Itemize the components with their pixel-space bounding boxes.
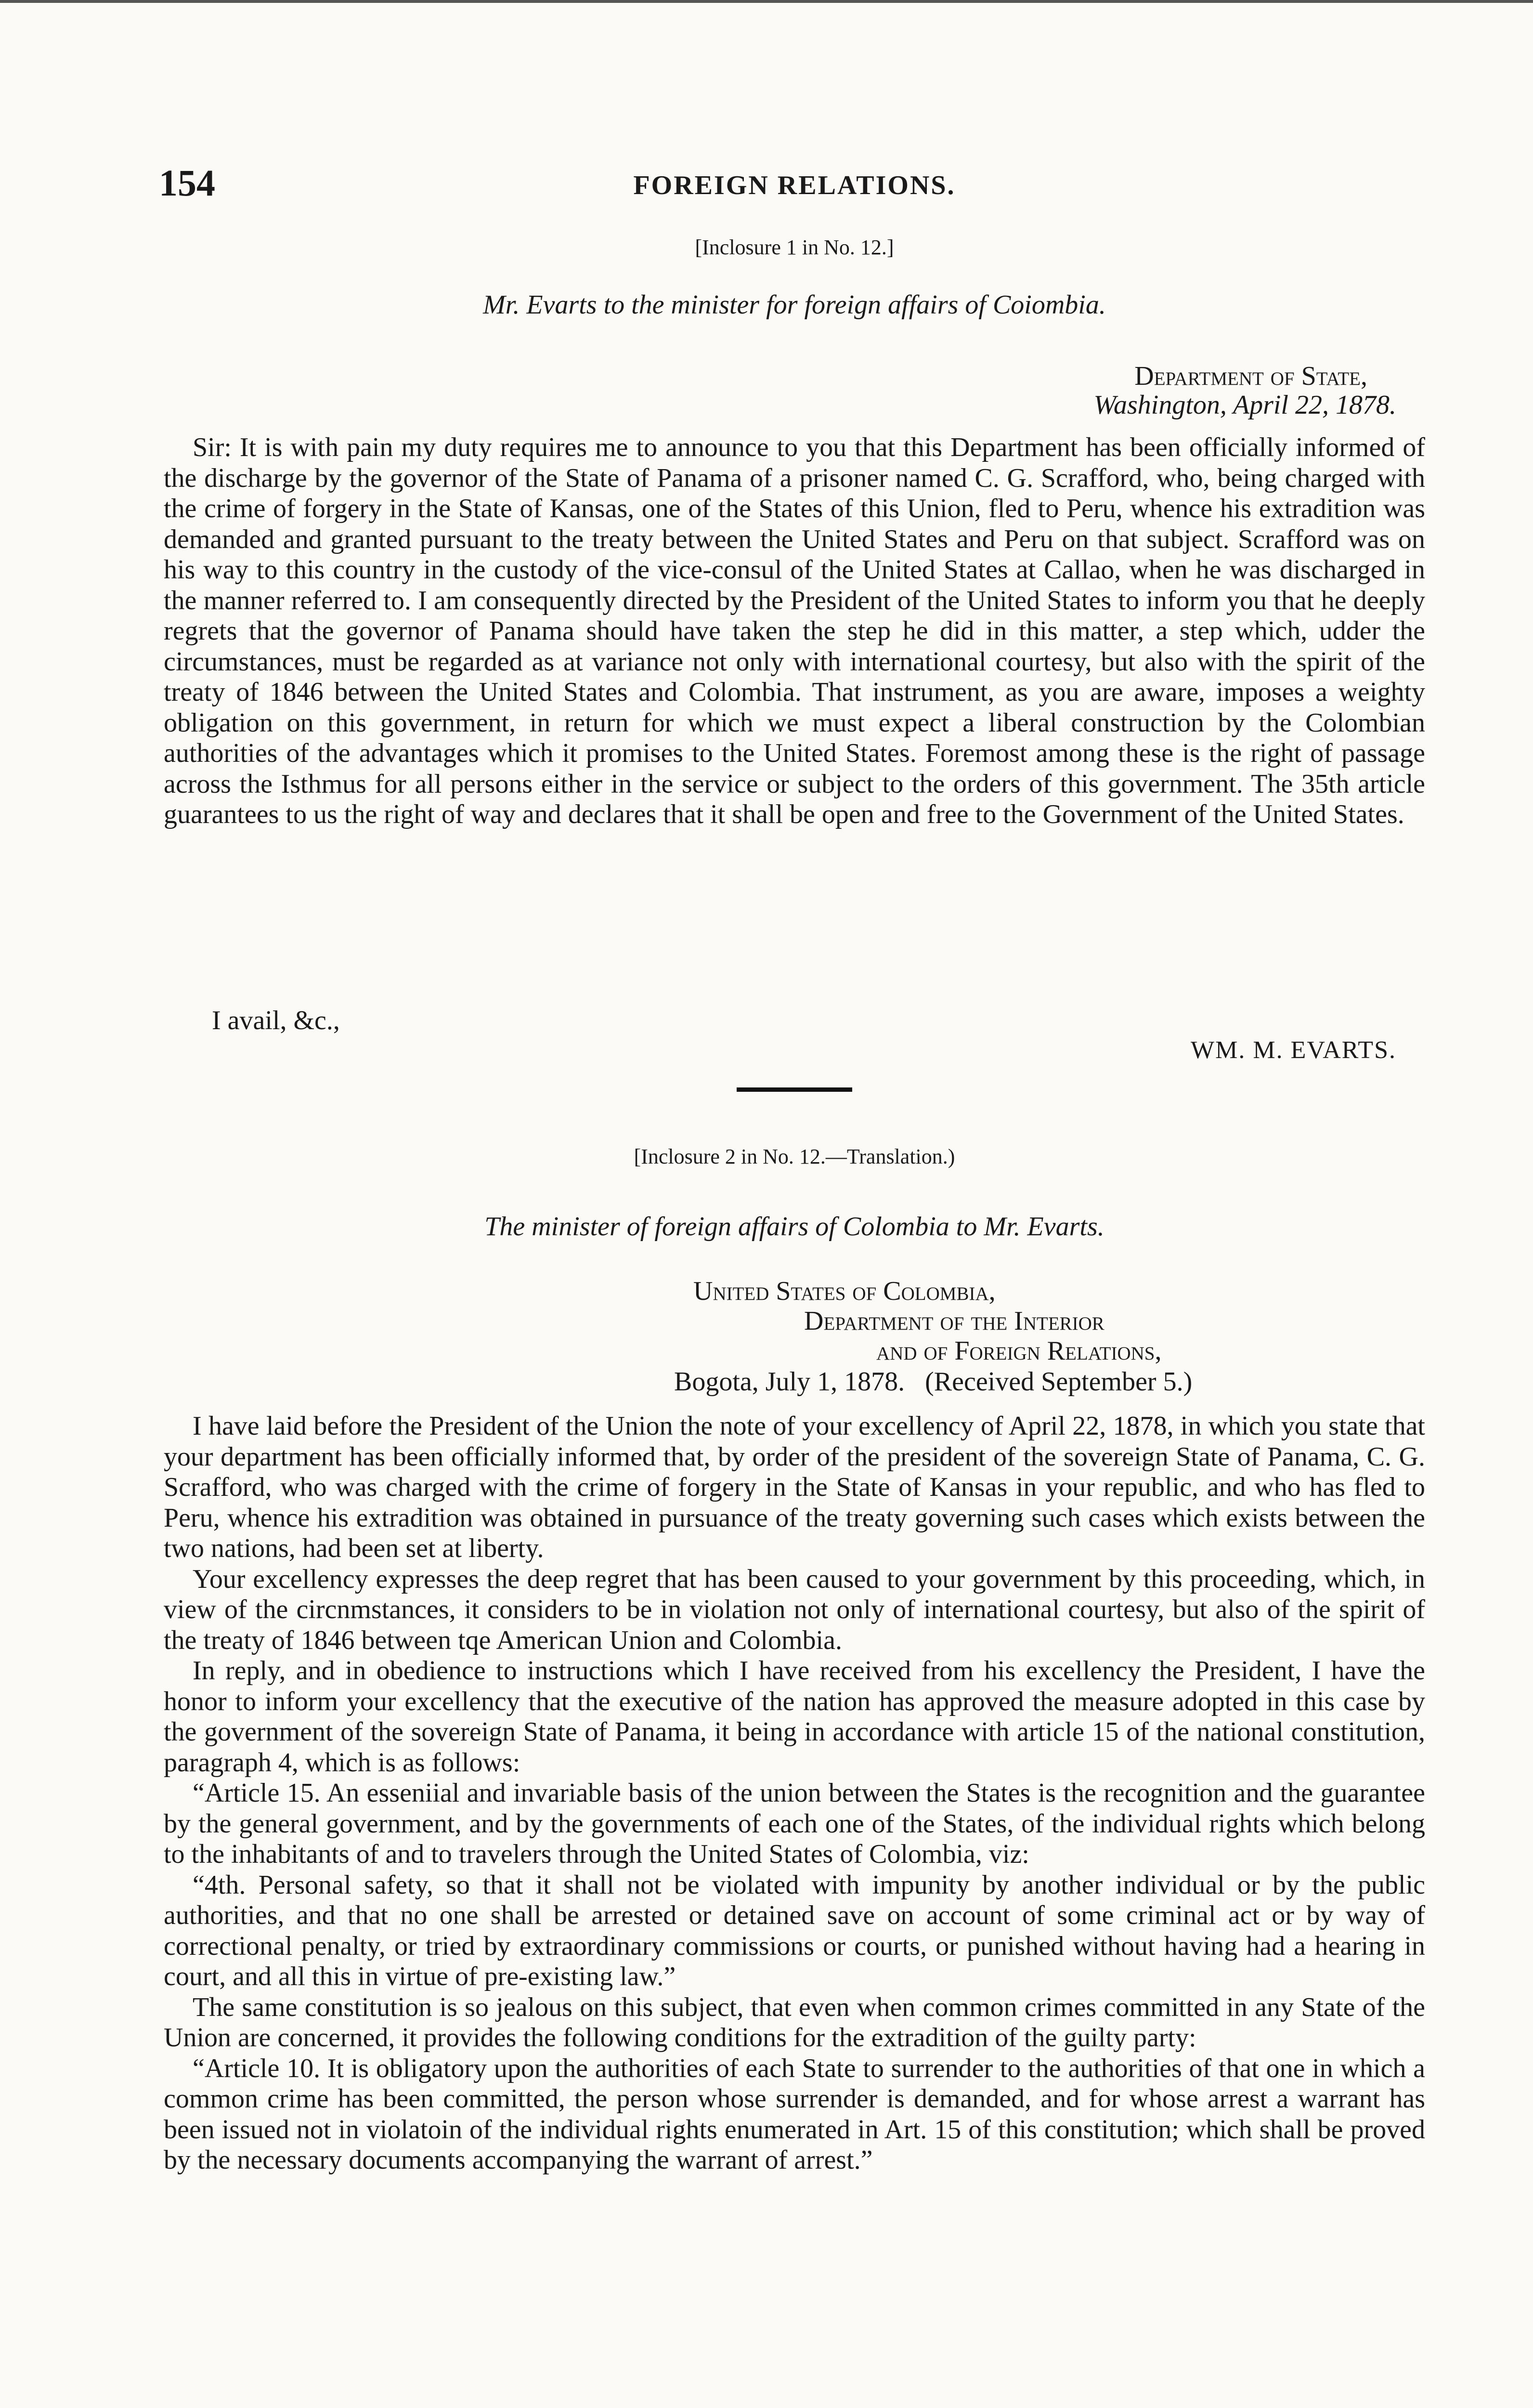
running-title: FOREIGN RELATIONS.: [633, 170, 956, 200]
page-edge-line: [0, 0, 1533, 3]
letter1-signature: WM. M. EVARTS.: [1191, 1036, 1396, 1064]
inclosure-2-label: [Inclosure 2 in No. 12.—Translation.): [634, 1145, 955, 1168]
letter2-heading: The minister of foreign affairs of Colombia to Mr. Evarts.: [484, 1212, 1104, 1242]
letter2-body-block: [164, 1411, 1425, 2176]
letter2-quote-article-15: “Article 15. An esseniial and invariable basis of the union between the States is the recognition and the guarantee by the general government, and by the governments of each one of the States, of the individual rights which belong to the inhabitants of and to travelers through the United States of Colombia, viz:: [164, 1778, 1425, 1869]
letter2-paragraph-2: Your excellency expresses the deep regret that has been caused to your government by this proceeding, which, in view of the circnmstances, it considers to be in violation not only of international courtesy, but also of the spirit of the treaty of 1846 between tqe American Union and Colombia.: [164, 1564, 1425, 1655]
inclosure-1-label: [Inclosure 1 in No. 12.]: [695, 236, 894, 259]
letter2-paragraph-4: The same constitution is so jealous on this subject, that even when common crimes committed in any State of the Union are concerned, it provides the following conditions for the extradition of the guilty party:: [164, 1992, 1425, 2053]
letter1-closing: I avail, &c.,: [212, 1006, 340, 1035]
letter1-body: Sir: It is with pain my duty requires me to announce to you that this Department has been officially informed of the discharge by the governor of the State of Panama of a prisoner named C. G. Scrafford, who, being charged with the crime of forgery in the State of Kansas, one of the States of this Union, fled to Peru, whence his extradition was demanded and granted pursuant to the treaty between the United States and Peru on that subject. Scrafford was on his way to this country in the custody of the vice-consul of the United States at Callao, when he was discharged in the manner referred to. I am consequently directed by the President of the United States to inform you that he deeply regrets that the governor of Panama should have taken the step he did in this matter, a step which, udder the circumstances, must be regarded as at variance not only with international courtesy, but also with the spirit of the treaty of 1846 between the United States and Colombia. That instrument, as you are aware, imposes a weighty obligation on this government, in return for which we must expect a liberal construction by the Colombian authorities of the advantages which it promises to the United States. Foremost among these is the right of passage across the Isthmus for all persons either in the service or subject to the orders of this government. The 35th article guarantees to us the right of way and declares that it shall be open and free to the Government of the United States.: [164, 432, 1425, 829]
letter2-paragraph-1: I have laid before the President of the Union the note of your excellency of April 22, 1878, in which you state that your department has been officially informed that, by order of the president of the sovereign State of Panama, C. G. Scrafford, who was charged with the crime of forgery in the State of Kansas in your republic, and who has fled to Peru, whence his extradition was obtained in pursuance of the treaty governing such cases which exists between the two nations, had been set at liberty.: [164, 1411, 1425, 1563]
letter1-body-block: [164, 432, 1425, 830]
letter2-address-line1: United States of Colombia,: [693, 1276, 996, 1306]
letter2-paragraph-3: In reply, and in obedience to instructions which I have received from his excellency the President, I have the honor to inform your excellency that the executive of the nation has approved the measure adopted in this case by the government of the sovereign State of Panama, it being in accordance with article 15 of the national constitution, paragraph 4, which is as follows:: [164, 1656, 1425, 1778]
page-number: 154: [159, 162, 215, 204]
letter2-address-line3: and of Foreign Relations,: [876, 1336, 1162, 1366]
letter2-quote-4th: “4th. Personal safety, so that it shall not be violated with impunity by another individual or by the public authorities, and that no one shall be arrested or detained save on account of some criminal act or by way of correctional penalty, or tried by extraordinary commissions or courts, or punished without having had a hearing in court, and all this in virtue of pre-existing law.”: [164, 1870, 1425, 1991]
letter2-place-date: Bogota, July 1, 1878. (Received September 5.): [674, 1367, 1193, 1397]
page-header: [159, 159, 1430, 212]
section-divider: [737, 1087, 852, 1092]
letter1-department: Department of State,: [1134, 361, 1367, 391]
letter1-heading: Mr. Evarts to the minister for foreign affairs of Coiombia.: [483, 290, 1106, 320]
letter1-place-date: Washington, April 22, 1878.: [1093, 390, 1396, 420]
letter2-quote-article-10: “Article 10. It is obligatory upon the authorities of each State to surrender to the authorities of that one in which a common crime has been committed, the person whose surrender is demanded, and for whose arrest a warrant has been issued not in violatoin of the individual rights enumerated in Art. 15 of this constitution; which shall be proved by the necessary documents accompanying the warrant of arrest.”: [164, 2053, 1425, 2175]
letter2-address-line2: Department of the Interior: [804, 1306, 1104, 1336]
